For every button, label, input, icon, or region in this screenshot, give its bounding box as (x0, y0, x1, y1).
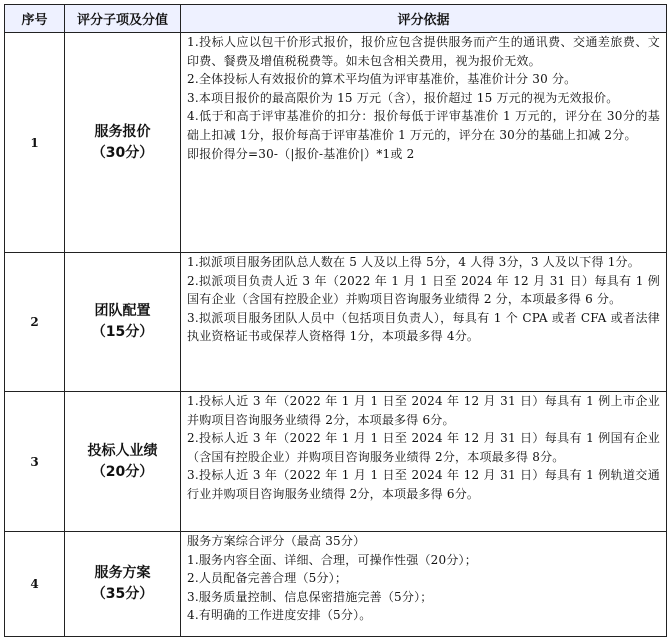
basis-line: 1.拟派项目服务团队总人数在 5 人及以上得 5分，4 人得 3分，3 人及以下得 1分。 (187, 255, 640, 269)
item-name: 投标人业绩 (87, 442, 158, 459)
item-score: （30分） (91, 144, 154, 161)
item-score: （15分） (91, 324, 154, 340)
basis-line: 3.本项目报价的最高限价为 15 万元（含），报价超过 15 万元的视为无效报价。 (187, 90, 619, 105)
basis-line: 1.服务内容全面、详细、合理，可操作性强（20分）； (187, 552, 477, 567)
table-row (5, 532, 667, 637)
basis-line: 1.投标人应以包干价形式报价，报价应包含提供服务而产生的通讯费、交通差旅费、文印费、餐费及增值税税费等。如未包含相关费用，视为报价无效。 (187, 35, 660, 68)
row-item (65, 33, 181, 253)
row-basis (181, 33, 667, 253)
row-basis (181, 253, 667, 392)
item-score: （35分） (91, 586, 154, 602)
row-item (65, 253, 181, 392)
row-seq: 1 (5, 33, 65, 253)
row-seq: 2 (5, 253, 65, 392)
header-seq: 序号 (5, 5, 65, 33)
basis-line: 2.人员配备完善合理（5分）； (187, 571, 348, 586)
header-item: 评分子项及分值 (65, 5, 181, 33)
item-name: 服务报价 (94, 123, 151, 140)
row-seq: 4 (5, 532, 65, 637)
row-seq: 3 (5, 392, 65, 532)
table-row (5, 253, 667, 392)
scoring-table (4, 4, 667, 637)
basis-line: 4.有明确的工作进度安排（5分）。 (187, 608, 372, 623)
row-basis (181, 392, 667, 532)
header-basis: 评分依据 (181, 5, 667, 33)
basis-line: 服务方案综合评分（最高 35分） (187, 534, 366, 548)
basis-line: 2.拟派项目负责人近 3 年（2022 年 1 月 1 日至 2024 年 12 月 31 日）每具有 1 例国有企业（含国有控股企业）并购项目咨询服务业绩得 2 分，本项最多得 6 分。 (187, 273, 660, 307)
item-name: 团队配置 (94, 303, 151, 319)
header-row (5, 5, 667, 33)
basis-line: 3.投标人近 3 年（2022 年 1 月 1 日至 2024 年 12 月 31 日）每具有 1 例轨道交通行业并购项目咨询服务业绩得 2分，本项最多得 6分。 (187, 468, 660, 501)
basis-line: 4.低于和高于评审基准价的扣分：报价每低于评审基准价 1 万元的，评分在 30分的基础上扣减 1分，报价每高于评审基准价 1 万元的，评分在 30分的基础上扣减 2分。 (187, 109, 660, 142)
item-score: （20分） (91, 463, 154, 480)
table-row (5, 33, 667, 253)
row-item (65, 532, 181, 637)
basis-line: 即报价得分=30-（|报价-基准价|）*1或 2 (187, 146, 415, 161)
row-basis (181, 532, 667, 637)
basis-line: 2.全体投标人有效报价的算术平均值为评审基准价，基准价计分 30 分。 (187, 72, 577, 87)
basis-line: 3.拟派项目服务团队人员中（包括项目负责人），每具有 1 个 CPA 或者 CFA 或者法律执业资格证书或保荐人资格得 1分，本项最多得 4分。 (187, 310, 660, 344)
table-row (5, 392, 667, 532)
basis-line: 2.投标人近 3 年（2022 年 1 月 1 日至 2024 年 12 月 31 日）每具有 1 例国有企业（含国有控股企业）并购项目咨询服务业绩得 2分，本项最多得 8分。 (187, 431, 660, 464)
basis-line: 3.服务质量控制、信息保密措施完善（5分）； (187, 589, 433, 604)
item-name: 服务方案 (94, 565, 151, 581)
row-item (65, 392, 181, 532)
basis-line: 1.投标人近 3 年（2022 年 1 月 1 日至 2024 年 12 月 31 日）每具有 1 例上市企业并购项目咨询服务业绩得 2分，本项最多得 6分。 (187, 394, 660, 427)
